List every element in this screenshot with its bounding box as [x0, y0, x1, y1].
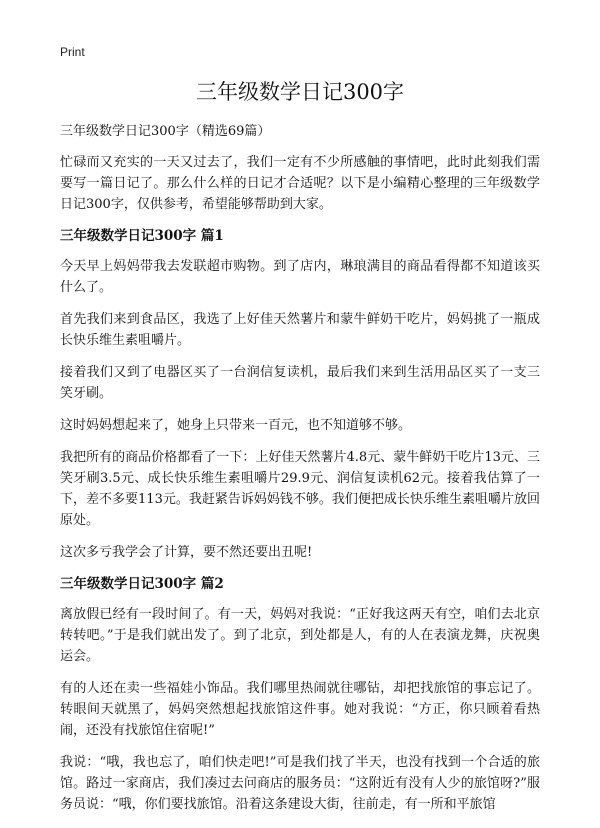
page-title: 三年级数学日记300字	[195, 80, 405, 104]
intro-paragraph: 忙碌而又充实的一天又过去了，我们一定有不少所感触的事情吧，此时此刻我们需要写一篇日记了。那么什么样的日记才合适呢？以下是小编精心整理的三年级数学日记300字，仅供参考，希望能够帮助到大家。	[60, 155, 540, 212]
paragraph: 这时妈妈想起来了，她身上只带来一百元，也不知道够不够。	[60, 418, 412, 433]
paragraph: 离放假已经有一段时间了。有一天，妈妈对我说：“正好我这两天有空，咱们去北京转转吧。”于是我们就出发了。到了北京，到处都是人，有的人在表演龙舞，庆祝奥运会。	[60, 607, 540, 664]
paragraph: 我把所有的商品价格都看了一下：上好佳天然薯片4.8元、蒙牛鲜奶干吃片13元、三笑牙刷3.5元、成长快乐维生素咀嚼片29.9元、润信复读机62元。接着我估算了一下，差不多要113元。我赶紧告诉妈妈钱不够。我们便把成长快乐维生素咀嚼片放回原处。	[60, 450, 540, 528]
paragraph: 我说：“哦，我也忘了，咱们快走吧!”可是我们找了半天，也没有找到一个合适的旅馆。路过一家商店，我们凑过去问商店的服务员：“这附近有没有人少的旅馆呀?”服务员说：“哦，你们要找旅馆。沿着这条建设大街，往前走，有一所和平旅馆	[60, 755, 540, 812]
print-link[interactable]: Print	[60, 45, 85, 59]
paragraph: 接着我们又到了电器区买了一台润信复读机，最后我们来到生活用品区买了一支三笑牙刷。	[60, 365, 540, 401]
section-heading-1: 三年级数学日记300字 篇1	[60, 228, 224, 244]
page-subtitle: 三年级数学日记300字（精选69篇）	[60, 124, 271, 139]
paragraph: 有的人还在卖一些福娃小饰品。我们哪里热闹就往哪钻，却把找旅馆的事忘记了。转眼间天就黑了，妈妈突然想起找旅馆这件事。她对我说：“方正，你只顾着看热闹，还没有找旅馆住宿呢!”	[60, 681, 540, 738]
paragraph: 首先我们来到食品区，我选了上好佳天然薯片和蒙牛鲜奶干吃片，妈妈挑了一瓶成长快乐维生素咀嚼片。	[60, 312, 540, 348]
paragraph: 今天早上妈妈带我去发联超市购物。到了店内，琳琅满目的商品看得都不知道该买什么了。	[60, 259, 540, 295]
paragraph: 这次多亏我学会了计算，要不然还要出丑呢!	[60, 545, 313, 560]
section-heading-2: 三年级数学日记300字 篇2	[60, 576, 224, 592]
